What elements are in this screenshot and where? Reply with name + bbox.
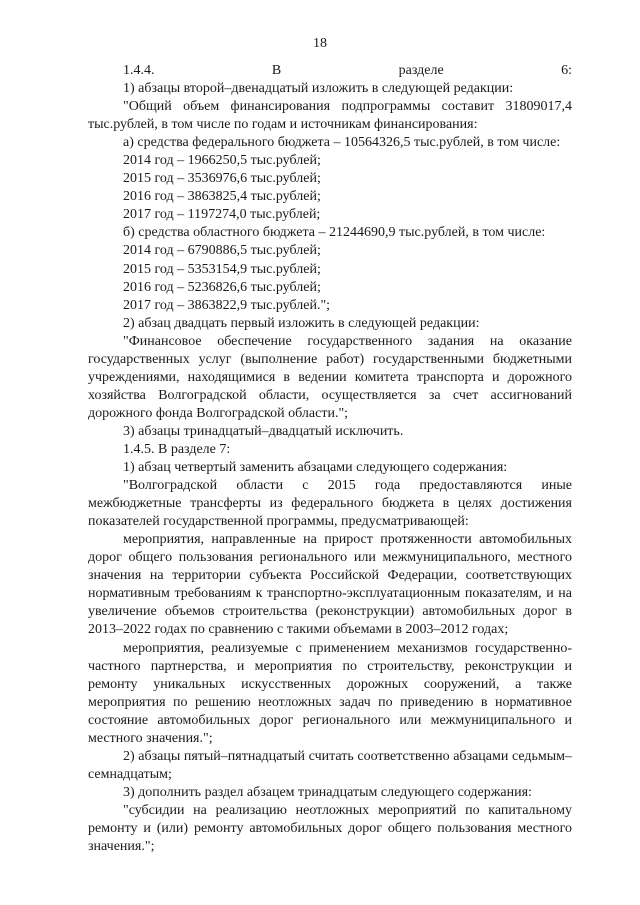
paragraph: 1) абзацы второй–двенадцатый изложить в следующей редакции: [123, 81, 514, 97]
paragraph: 3) дополнить раздел абзацем тринадцатым следующего содержания: [123, 784, 532, 800]
paragraph: "субсидии на реализацию неотложных мероприятий по капитальному ремонту и (или) ремонту автомобильных дорог общего пользования местного значения."; [88, 802, 572, 855]
page-number: 18 [313, 36, 327, 51]
paragraph: 2014 год – 6790886,5 тыс.рублей; [123, 243, 321, 259]
paragraph: мероприятия, реализуемые с применением механизмов государственно-частного партнерства, и мероприятия по строительству, реконструкции и ремонту уникальных искусственных дорожных сооружений, а также мероприятия по решению неотложных задач по приведению в нормативное состояние автомобильных дорог регионального или межмуниципального и местного значения."; [88, 640, 572, 746]
paragraph: б) средства областного бюджета – 21244690,9 тыс.рублей, в том числе: [123, 225, 546, 241]
paragraph: 2015 год – 5353154,9 тыс.рублей; [123, 261, 321, 277]
paragraph: а) средства федерального бюджета – 10564326,5 тыс.рублей, в том числе: [123, 135, 561, 151]
paragraph: "Финансовое обеспечение государственного задания на оказание государственных услуг (выполнение работ) государственными бюджетными учреждениями, находящимися в ведении комитета транспорта и дорожного хозяйства Волгоградской области, осуществляется за счет ассигнований дорожного фонда Волгоградской области."; [88, 333, 572, 421]
paragraph: 2) абзацы пятый–пятнадцатый считать соответственно абзацами седьмым–семнадцатым; [88, 748, 572, 782]
paragraph: 2016 год – 3863825,4 тыс.рублей; [123, 189, 321, 205]
paragraph: 2015 год – 3536976,6 тыс.рублей; [123, 171, 321, 187]
document-body [88, 62, 572, 856]
paragraph: 2017 год – 1197274,0 тыс.рублей; [123, 207, 321, 223]
paragraph: 2) абзац двадцать первый изложить в следующей редакции: [123, 315, 480, 331]
paragraph: 1) абзац четвертый заменить абзацами следующего содержания: [123, 460, 508, 476]
paragraph: 2017 год – 3863822,9 тыс.рублей."; [123, 297, 331, 313]
paragraph: 1.4.4. В разделе 6: [123, 63, 572, 78]
paragraph: 3) абзацы тринадцатый–двадцатый исключить. [123, 423, 404, 439]
paragraph: "Общий объем финансирования подпрограммы составит 31809017,4 тыс.рублей, в том числе по годам и источникам финансирования: [88, 99, 572, 133]
paragraph: 1.4.5. В разделе 7: [123, 441, 231, 457]
paragraph: "Волгоградской области с 2015 года предоставляются иные межбюджетные трансферты из федерального бюджета в целях достижения показателей государственной программы, предусматривающей: [88, 478, 572, 530]
paragraph: мероприятия, направленные на прирост протяженности автомобильных дорог общего пользования регионального или межмуниципального, местного значения на территории субъекта Российской Федерации, соответствующих нормативным требованиям к транспортно-эксплуатационным показателям, и на увеличение объемов строительства (реконструкции) автомобильных дорог в 2013–2022 годах по сравнению с такими объемами в 2003–2012 годах; [88, 532, 572, 638]
paragraph: 2014 год – 1966250,5 тыс.рублей; [123, 153, 321, 169]
paragraph: 2016 год – 5236826,6 тыс.рублей; [123, 279, 321, 295]
